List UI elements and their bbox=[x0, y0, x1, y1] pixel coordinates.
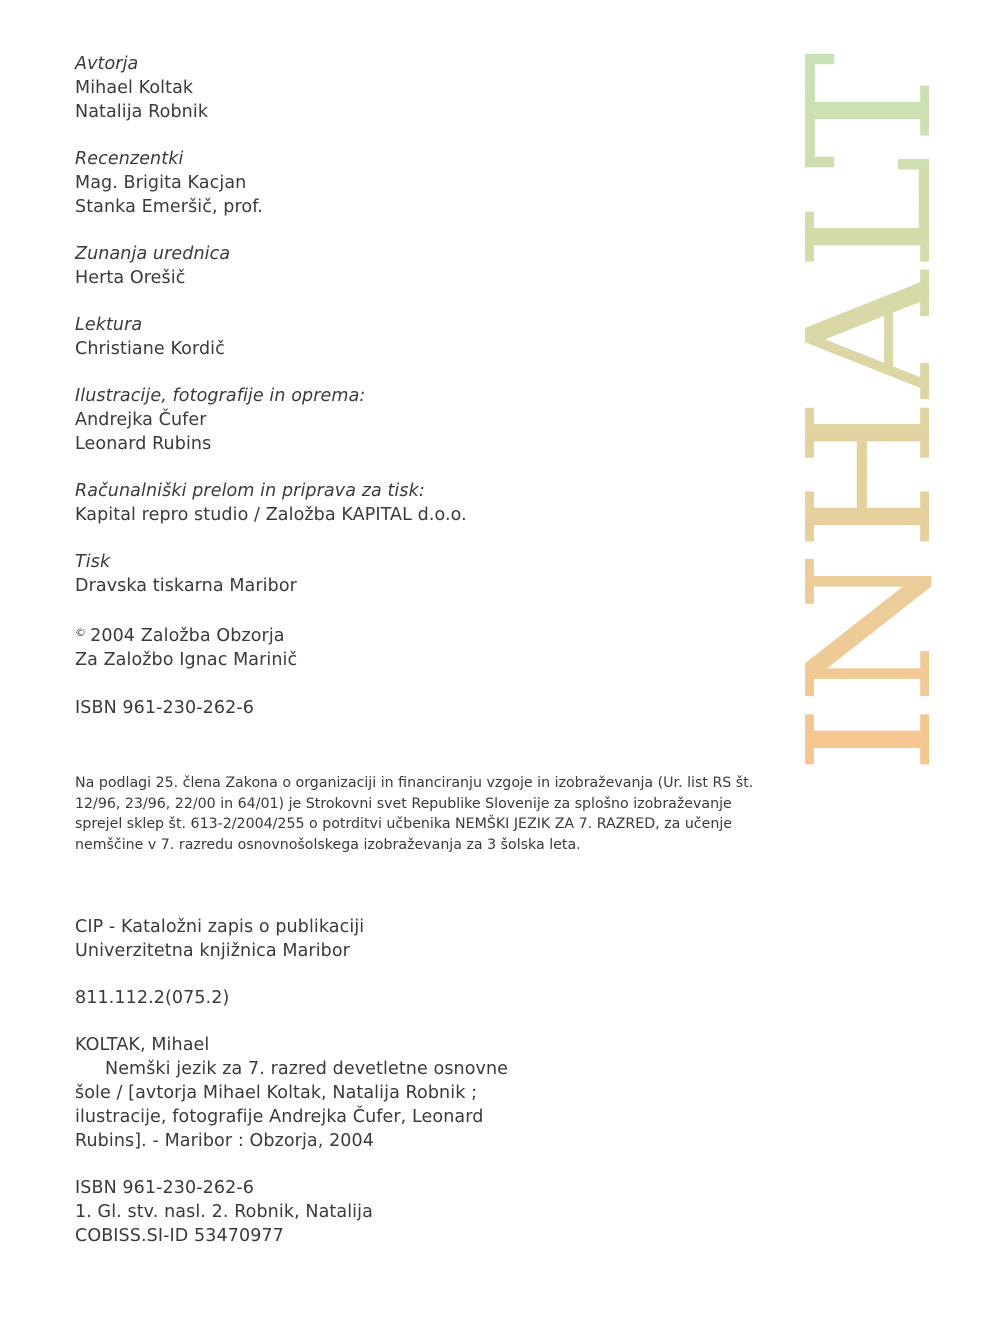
cip-udc: 811.112.2(075.2) bbox=[75, 988, 230, 1009]
credit-role: Zunanja urednica bbox=[75, 244, 231, 264]
cip-library: Univerzitetna knjižnica Maribor bbox=[75, 941, 350, 962]
credit-authors bbox=[75, 52, 795, 124]
credit-layout bbox=[75, 479, 795, 527]
credit-name: Christiane Kordič bbox=[75, 339, 225, 359]
credit-print bbox=[75, 550, 795, 598]
cip-description-line: Nemški jezik za 7. razred devetletne osnovne bbox=[105, 1059, 509, 1080]
credit-proofreading bbox=[75, 313, 795, 361]
credit-role: Tisk bbox=[75, 552, 111, 572]
cip-subject: 1. Gl. stv. nasl. 2. Robnik, Natalija bbox=[75, 1202, 373, 1223]
cip-footer bbox=[75, 1176, 795, 1248]
credit-role: Lektura bbox=[75, 315, 143, 335]
copyright-line bbox=[75, 621, 795, 648]
cip-description-line: šole / [avtorja Mihael Koltak, Natalija Robnik ; bbox=[75, 1083, 478, 1104]
approval-notice: Na podlagi 25. člena Zakona o organizaciji in financiranju vzgoje in izobraževanja (Ur. list RS št. 12/96, 23/96, 22/00 in 64/01) je Strokovni svet Republike Slovenije za splošno izobraževanje sprejel sklep št. 613-2/2004/255 o potrditvi učbenika NEMŠKI JEZIK ZA 7. RAZRED, za učenje nemščine v 7. razredu osnovnošolskega izobraževanja za 3 šolska leta. bbox=[75, 775, 754, 853]
credit-name: Herta Orešič bbox=[75, 268, 186, 288]
cip-heading: CIP - Kataložni zapis o publikaciji bbox=[75, 917, 365, 938]
credit-role: Avtorja bbox=[75, 54, 139, 74]
copyright-block bbox=[75, 621, 795, 672]
vertical-title-graphic bbox=[772, 48, 970, 778]
credit-name: Dravska tiskarna Maribor bbox=[75, 576, 297, 596]
cip-description-line: Rubins]. - Maribor : Obzorja, 2004 bbox=[75, 1131, 375, 1152]
copyright-text: 2004 Založba Obzorja bbox=[90, 626, 285, 646]
credit-name: Kapital repro studio / Založba KAPITAL d.o.o. bbox=[75, 505, 467, 525]
credit-reviewers bbox=[75, 147, 795, 219]
credit-name: Stanka Emeršič, prof. bbox=[75, 197, 263, 217]
credit-name: Natalija Robnik bbox=[75, 102, 209, 122]
cip-isbn: ISBN 961-230-262-6 bbox=[75, 1178, 255, 1199]
credit-name: Leonard Rubins bbox=[75, 434, 212, 454]
credit-role: Ilustracije, fotografije in oprema: bbox=[75, 386, 366, 406]
credit-role: Recenzentki bbox=[75, 149, 184, 169]
vertical-title-text: INHALT bbox=[772, 74, 970, 774]
vertical-title bbox=[772, 48, 970, 778]
credit-editor bbox=[75, 242, 795, 290]
cip-record bbox=[75, 1033, 795, 1153]
imprint-column bbox=[75, 52, 795, 1248]
copyright-icon: © bbox=[75, 626, 87, 639]
credit-name: Mihael Koltak bbox=[75, 78, 194, 98]
credit-name: Andrejka Čufer bbox=[75, 410, 207, 430]
cip-header bbox=[75, 915, 795, 963]
publisher-representative: Za Založbo Ignac Marinič bbox=[75, 650, 298, 670]
credit-illustrations bbox=[75, 384, 795, 456]
cip-description-line: ilustracije, fotografije Andrejka Čufer, Leonard bbox=[75, 1107, 484, 1128]
cip-author: KOLTAK, Mihael bbox=[75, 1035, 210, 1056]
cip-cobiss: COBISS.SI-ID 53470977 bbox=[75, 1226, 284, 1247]
isbn: ISBN 961-230-262-6 bbox=[75, 698, 255, 718]
credit-name: Mag. Brigita Kacjan bbox=[75, 173, 247, 193]
credit-role: Računalniški prelom in priprava za tisk: bbox=[75, 481, 425, 501]
